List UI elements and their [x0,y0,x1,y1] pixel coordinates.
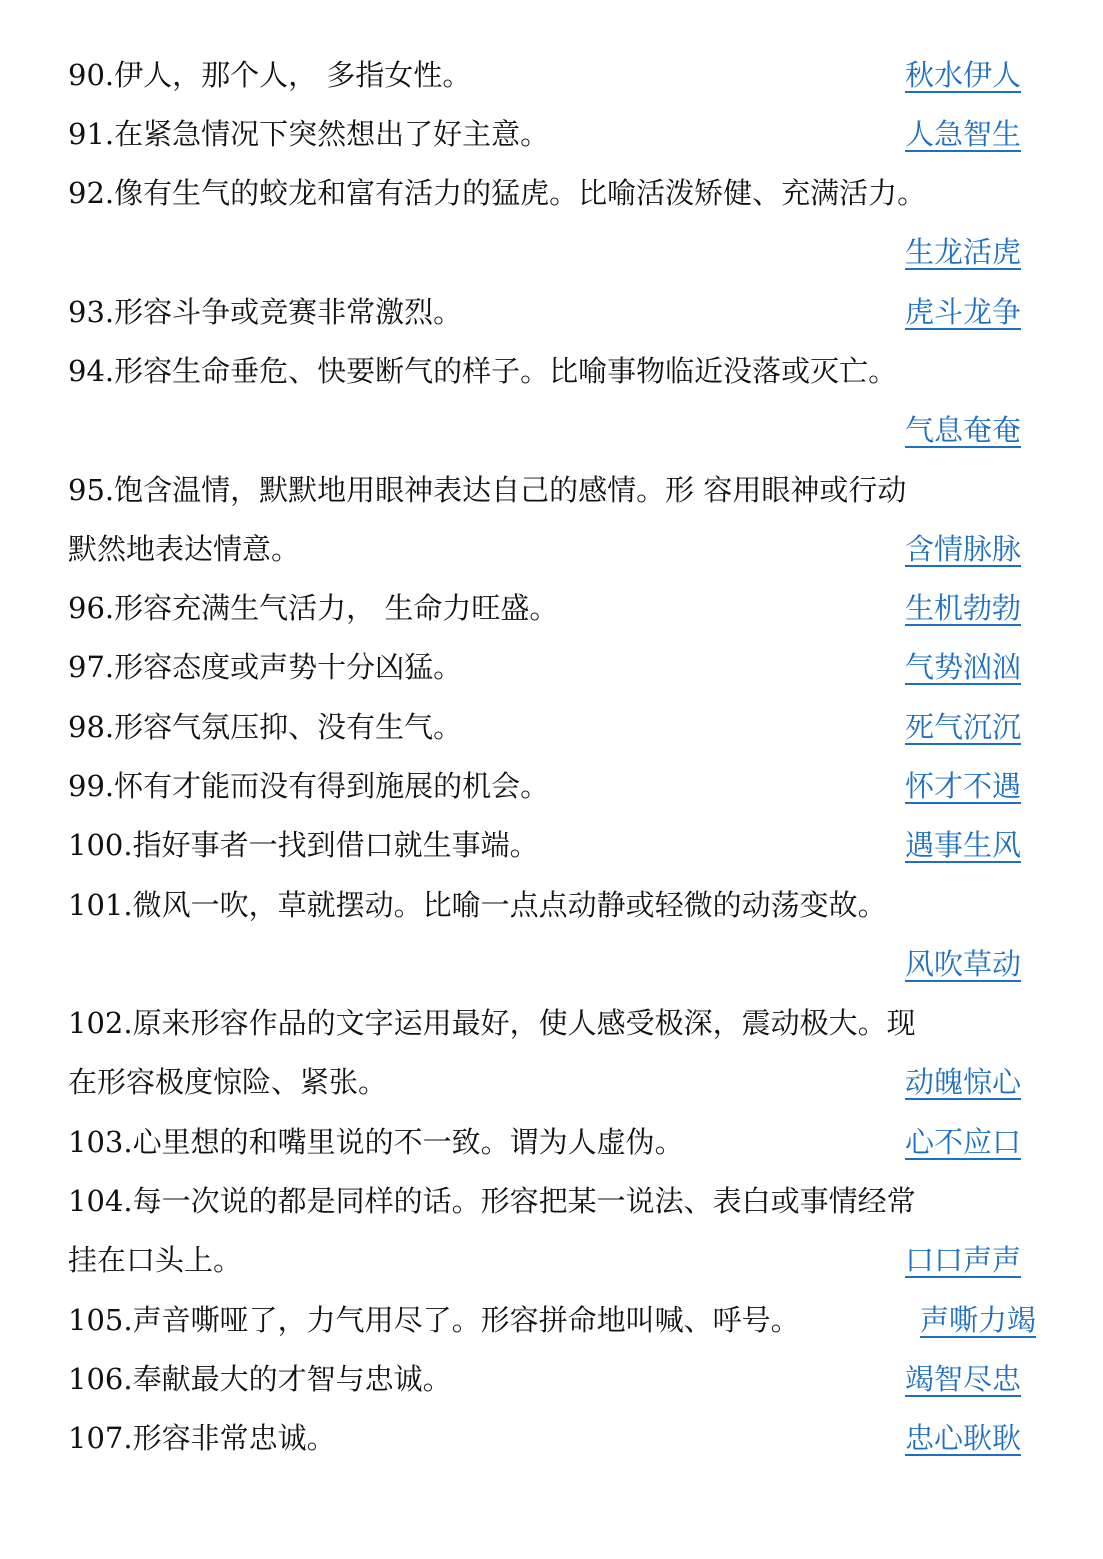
definition-99: 99.怀有才能而没有得到施展的机会。 [68,769,550,803]
entry-97 [68,643,1036,691]
answer-link-103[interactable]: 心不应口 [904,1125,1021,1159]
entry-105 [68,1296,1036,1344]
entry-103 [68,1118,1036,1166]
definition-104-line2: 挂在口头上。 [68,1243,243,1277]
answer-link-97[interactable]: 气势汹汹 [904,650,1021,684]
definition-90: 90.伊人，那个人， 多指女性。 [68,58,472,92]
entry-104-line2 [68,1236,1036,1284]
definition-106: 106.奉献最大的才智与忠诚。 [68,1362,452,1396]
entry-95 [68,466,1036,514]
entry-94 [68,347,1036,395]
entry-104 [68,1177,1036,1225]
entry-102-line2 [68,1058,1036,1106]
entry-93 [68,288,1036,336]
definition-93: 93.形容斗争或竞赛非常激烈。 [68,295,463,329]
answer-link-90[interactable]: 秋水伊人 [904,58,1021,92]
entry-101-answer-line [68,940,1036,988]
answer-link-98[interactable]: 死气沉沉 [904,710,1021,744]
entry-106 [68,1355,1036,1403]
entry-92-answer-line [68,228,1036,276]
answer-link-105[interactable]: 声嘶力竭 [919,1303,1036,1337]
definition-107: 107.形容非常忠诚。 [68,1421,336,1455]
answer-link-101[interactable]: 风吹草动 [904,947,1021,981]
definition-95-line2: 默然地表达情意。 [68,532,301,566]
answer-link-96[interactable]: 生机勃勃 [904,591,1021,625]
definition-97: 97.形容态度或声势十分凶猛。 [68,650,463,684]
answer-link-102[interactable]: 动魄惊心 [904,1065,1021,1099]
answer-link-95[interactable]: 含情脉脉 [904,532,1021,566]
entry-92 [68,169,1036,217]
definition-102-line2: 在形容极度惊险、紧张。 [68,1065,388,1099]
entry-95-line2 [68,525,1036,573]
answer-link-94[interactable]: 气息奄奄 [904,413,1021,447]
definition-103: 103.心里想的和嘴里说的不一致。谓为人虚伪。 [68,1125,684,1159]
entry-91 [68,110,1036,158]
definition-104-line1: 104.每一次说的都是同样的话。形容把某一说法、表白或事情经常 [68,1184,916,1218]
entry-101 [68,881,1036,929]
definition-101: 101.微风一吹，草就摆动。比喻一点点动静或轻微的动荡变故。 [68,888,887,922]
entry-99 [68,762,1036,810]
definition-95-line1: 95.饱含温情，默默地用眼神表达自己的感情。形 容用眼神或行动 [68,473,907,507]
entry-98 [68,703,1036,751]
answer-link-100[interactable]: 遇事生风 [904,828,1021,862]
answer-link-107[interactable]: 忠心耿耿 [904,1421,1021,1455]
answer-link-93[interactable]: 虎斗龙争 [904,295,1021,329]
answer-link-106[interactable]: 竭智尽忠 [904,1362,1021,1396]
entry-90 [68,51,1036,99]
definition-91: 91.在紧急情况下突然想出了好主意。 [68,117,550,151]
entry-107 [68,1414,1036,1462]
definition-102-line1: 102.原来形容作品的文字运用最好，使人感受极深，震动极大。现 [68,1006,916,1040]
definition-100: 100.指好事者一找到借口就生事端。 [68,828,539,862]
definition-94: 94.形容生命垂危、快要断气的样子。比喻事物临近没落或灭亡。 [68,354,898,388]
answer-link-104[interactable]: 口口声声 [904,1243,1021,1277]
entry-94-answer-line [68,406,1036,454]
entry-100 [68,821,1036,869]
entry-102 [68,999,1036,1047]
answer-link-99[interactable]: 怀才不遇 [904,769,1021,803]
definition-96: 96.形容充满生气活力， 生命力旺盛。 [68,591,559,625]
definition-105: 105.声音嘶哑了，力气用尽了。形容拼命地叫喊、呼号。 [68,1303,800,1337]
answer-link-92[interactable]: 生龙活虎 [904,235,1021,269]
entry-96 [68,584,1036,632]
definition-92: 92.像有生气的蛟龙和富有活力的猛虎。比喻活泼矫健、充满活力。 [68,176,927,210]
answer-link-91[interactable]: 人急智生 [904,117,1021,151]
definition-98: 98.形容气氛压抑、没有生气。 [68,710,463,744]
